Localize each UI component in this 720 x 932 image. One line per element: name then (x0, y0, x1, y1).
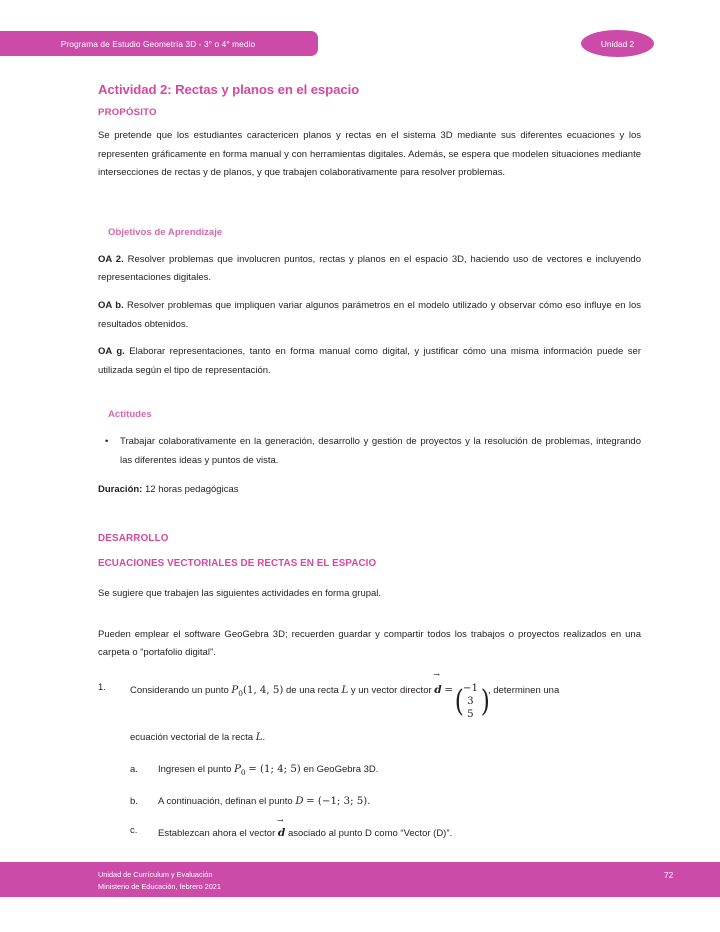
equals-sign: = (444, 684, 453, 696)
objetivos-heading: Objetivos de Aprendizaje (108, 226, 223, 238)
line-symbol: L (255, 732, 263, 744)
proposito-paragraph: Se pretende que los estudiantes caractericen planos y rectas en el sistema 3D mediante sus diferentes ecuaciones y los representen gráficamente en forma manual y con herramientas digitales. Además, se espera que modelen situaciones mediante intersecciones de rectas y de planos, y que trabajen colaborativamente para resolver problemas. (98, 130, 641, 179)
sub-list-marker: a. (130, 764, 138, 776)
objetivo-code: OA b. (98, 299, 124, 311)
vector-component: 3 (467, 696, 474, 708)
ecuaciones-heading: ECUACIONES VECTORIALES DE RECTAS EN EL ESPACIO (98, 558, 377, 570)
spacer (98, 193, 641, 227)
sub-list-body (158, 816, 641, 842)
point-coordinates: (1, 4, 5) (242, 684, 284, 696)
bullet-icon: • (105, 436, 109, 448)
duracion-row (98, 481, 641, 500)
sub-list-item (130, 762, 641, 781)
subitem-text-after: asociado al punto D como “Vector (D)”. (287, 828, 453, 840)
footer-text (98, 869, 221, 892)
item1-line2-text: ecuación vectorial de la recta (130, 732, 254, 744)
item1-line2-end: . (262, 732, 266, 744)
duracion-label: Duración: (98, 483, 143, 495)
objetivo-item (98, 343, 641, 380)
vector-component: −1 (462, 683, 478, 695)
header-banner (0, 31, 318, 56)
sub-list-item (130, 816, 641, 842)
point-subscript: 0 (238, 688, 243, 698)
page-title: Actividad 2: Rectas y planos en el espacio (98, 82, 360, 97)
duracion-value: 12 horas pedagógicas (144, 483, 239, 495)
objetivo-text: Resolver problemas que impliquen variar algunos parámetros en el modelo utilizado y observar cómo eso influye en los resultados obtenidos. (98, 299, 641, 330)
page-header (0, 0, 720, 72)
objetivo-code: OA 2. (98, 253, 124, 265)
proposito-heading: PROPÓSITO (98, 107, 157, 118)
subitem-text-before: Ingresen el punto (158, 764, 232, 776)
sub-list-item (130, 794, 641, 810)
column-vector (454, 682, 490, 721)
actitudes-bullet-text: Trabajar colaborativamente en la generación, desarrollo y gestión de proyectos y la resolución de problemas, integrando las diferentes ideas y puntos de vista. (120, 436, 641, 466)
objetivo-item (98, 251, 641, 288)
objetivo-item (98, 297, 641, 334)
objetivo-code: OA g. (98, 346, 125, 358)
sub-list-marker: c. (130, 825, 138, 837)
intro-grupal-paragraph: Se sugiere que trabajen las siguientes actividades en forma grupal. (98, 588, 382, 600)
vector-component: 5 (467, 709, 474, 721)
subitem-equation: = (−1; 3; 5). (306, 796, 371, 808)
vector-arrow-icon: → (276, 816, 284, 826)
numbered-list-item (98, 669, 641, 750)
header-banner-label: Programa de Estudio Geometría 3D - 3° o 4° medio (60, 38, 256, 49)
point-symbol: D (295, 796, 304, 808)
list-marker: 1. (98, 681, 106, 693)
right-paren: ) (480, 683, 490, 719)
document-content (98, 82, 641, 842)
item1-line2 (130, 727, 641, 749)
point-subscript: 0 (240, 768, 246, 778)
subitem-text-before: A continuación, definan el punto (158, 796, 293, 808)
footer-line-1: Unidad de Currículum y Evaluación (98, 870, 213, 879)
sub-list-marker: b. (130, 796, 138, 808)
item1-text-b: de una recta (285, 684, 339, 696)
point-symbol: P (231, 684, 239, 696)
list-item-body (130, 669, 641, 750)
objetivo-text: Elaborar representaciones, tanto en forma manual como digital, y justificar cómo una misma información puede ser utilizada según el tipo de representación. (98, 346, 641, 376)
item1-text-c: y un vector director (350, 684, 432, 696)
objetivo-text: Resolver problemas que involucren puntos, rectas y planos en el espacio 3D, haciendo uso de vectores e incluyendo representaciones digitales. (98, 253, 641, 284)
item1-text-a: Considerando un punto (130, 684, 229, 696)
spacer (98, 389, 641, 409)
desarrollo-heading: DESARROLLO (98, 533, 169, 545)
point-symbol: P (234, 764, 241, 776)
item1-text-d: , determinen una (487, 684, 560, 696)
sub-list-body (158, 794, 641, 810)
unit-badge-label: Unidad 2 (600, 38, 635, 49)
footer-line-2: Ministerio de Educación, febrero 2021 (98, 881, 221, 891)
sub-list-body (158, 762, 641, 781)
spacer (98, 499, 641, 533)
subitem-equation: = (1; 4; 5) (248, 764, 301, 776)
actitudes-heading: Actitudes (108, 409, 152, 421)
vector-d-symbol: → d (433, 669, 442, 696)
actitudes-bullet-item (98, 433, 641, 470)
vector-arrow-icon: → (433, 669, 440, 679)
page-number: 72 (664, 870, 674, 880)
subitem-text-before: Establezcan ahora el vector (158, 828, 276, 840)
line-symbol: L (341, 684, 349, 696)
left-paren: ( (454, 683, 464, 719)
intro-geogebra-paragraph: Pueden emplear el software GeoGebra 3D; recuerden guardar y compartir todos los trabajos o proyectos realizados en una carpeta o “portafolio digital”. (98, 628, 641, 659)
spacer (98, 614, 641, 626)
vector-d-symbol: → d (276, 816, 286, 840)
subitem-text-after: en GeoGebra 3D. (303, 764, 379, 776)
unit-badge (581, 30, 654, 57)
